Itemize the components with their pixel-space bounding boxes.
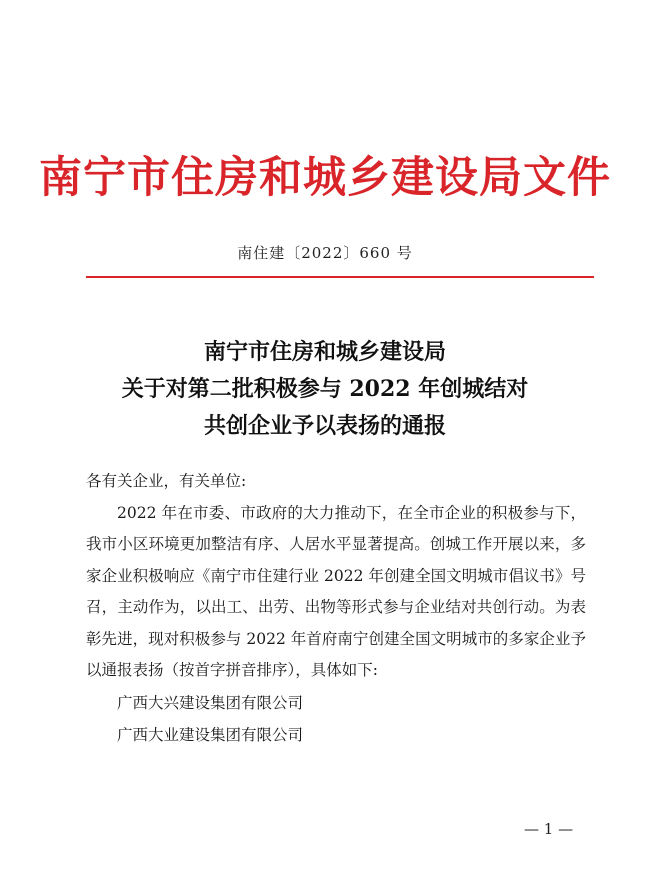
title-line-1: 南宁市住房和城乡建设局 xyxy=(203,339,446,365)
title-line-3: 共创企业予以表扬的通报 xyxy=(203,413,446,439)
issuing-authority-header: 南宁市住房和城乡建设局文件 xyxy=(39,153,611,203)
company-list-item: 广西大兴建设集团有限公司 xyxy=(117,693,304,712)
main-paragraph: 2022 年在市委、市政府的大力推动下，在全市企业的积极参与下，我市小区环境更加整洁有序、人居水平显著提高。创城工作开展以来，多家企业积极响应《南宁市住建行业 2022 年创建全国文明城市倡议书》号召，主动作为，以出工、出劳、出物等形式参与企业结对共创行动。为表彰先进，现对积极参与 2022 年首府南宁创建全国文明城市的多家企业予以通报表扬（按首字拼音排序），具体如下: xyxy=(86,503,586,679)
document-title xyxy=(0,334,650,445)
document-body xyxy=(86,466,586,751)
salutation: 各有关企业，有关单位: xyxy=(86,472,247,490)
page-number: — 1 — xyxy=(524,820,574,838)
title-line-2: 关于对第二批积极参与 2022 年创城结对 xyxy=(121,376,529,402)
red-divider-line xyxy=(86,276,594,278)
company-list-item: 广西大业建设集团有限公司 xyxy=(117,725,304,744)
document-number: 南住建〔2022〕660 号 xyxy=(237,244,413,262)
